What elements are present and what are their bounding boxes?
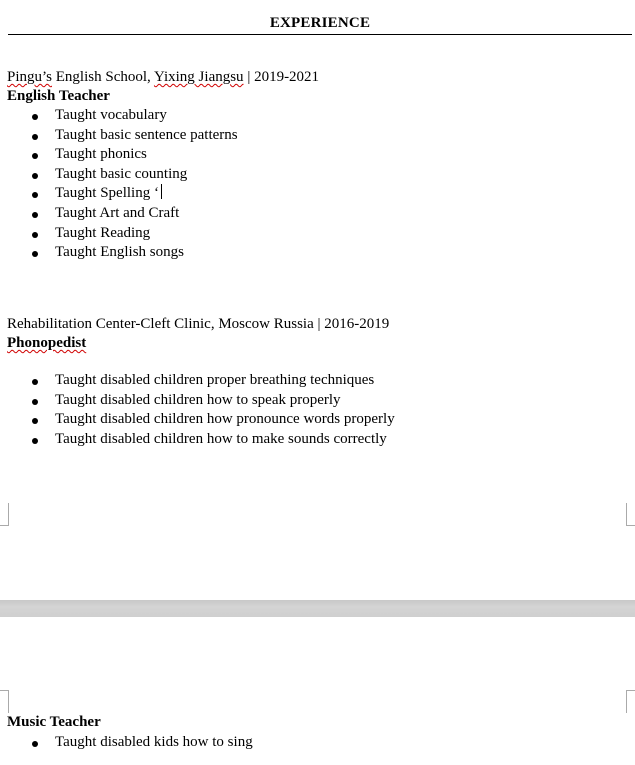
- job-1-org-location-misspelled: Yixing Jiangsu: [153, 69, 244, 85]
- list-item: [0, 165, 238, 185]
- list-item-text: Taught disabled kids how to sing: [55, 734, 253, 750]
- list-item: [0, 224, 238, 244]
- page-margin-mark-bottom-right: [626, 503, 635, 526]
- list-item: [0, 126, 238, 146]
- list-item-text: Taught Reading: [55, 224, 151, 241]
- list-item-text: Taught disabled children how to make sounds correctly: [55, 430, 387, 447]
- page-margin-mark-top-right: [626, 690, 635, 713]
- page-margin-mark-top-left: [0, 690, 9, 713]
- list-item-text: Taught Art and Craft: [55, 204, 180, 221]
- list-item[interactable]: [0, 184, 238, 204]
- job-1-title: English Teacher: [7, 88, 110, 104]
- list-item-text: Taught vocabulary: [55, 107, 167, 123]
- job-2-organization: Rehabilitation Center-Cleft Clinic, Moscow Russia | 2016-2019: [7, 316, 390, 332]
- page-margin-mark-bottom-left: [0, 503, 9, 526]
- list-item: [0, 204, 238, 224]
- list-item-text: Taught disabled children how to speak properly: [55, 391, 341, 408]
- list-item-text: Taught phonics: [55, 146, 147, 163]
- list-item-text: Taught disabled children proper breathing techniques: [55, 372, 375, 388]
- list-item-text[interactable]: Taught Spelling ‘: [55, 185, 159, 202]
- list-item: [0, 410, 395, 430]
- job-2-title: [7, 334, 86, 353]
- job-1-bullet-list: [0, 106, 238, 263]
- list-item: [0, 430, 395, 450]
- list-item: [0, 733, 253, 753]
- section-heading: EXPERIENCE: [8, 14, 632, 35]
- job-1-org-name-misspelled: Pingu’s: [7, 69, 53, 85]
- job-1-org-name: English School,: [52, 69, 154, 85]
- job-1-org-dates: | 2019-2021: [243, 69, 320, 85]
- list-item-text: Taught English songs: [55, 244, 184, 261]
- list-item-text: Taught basic sentence patterns: [55, 126, 238, 143]
- list-item: [0, 371, 395, 391]
- job-2-title-text: Phonopedist: [7, 335, 87, 351]
- list-item: [0, 106, 238, 126]
- text-cursor: [161, 184, 162, 199]
- job-3-bullet-list: [0, 733, 253, 753]
- page-break-gap: [0, 600, 635, 617]
- document-page-2[interactable]: [0, 617, 635, 765]
- list-item: [0, 243, 238, 263]
- list-item: [0, 145, 238, 165]
- job-1-organization: [7, 68, 319, 87]
- job-2-bullet-list: [0, 371, 395, 449]
- job-3-title: Music Teacher: [7, 714, 101, 730]
- list-item-text: Taught disabled children how pronounce words properly: [55, 411, 395, 428]
- list-item-text: Taught basic counting: [55, 165, 188, 182]
- list-item: [0, 391, 395, 411]
